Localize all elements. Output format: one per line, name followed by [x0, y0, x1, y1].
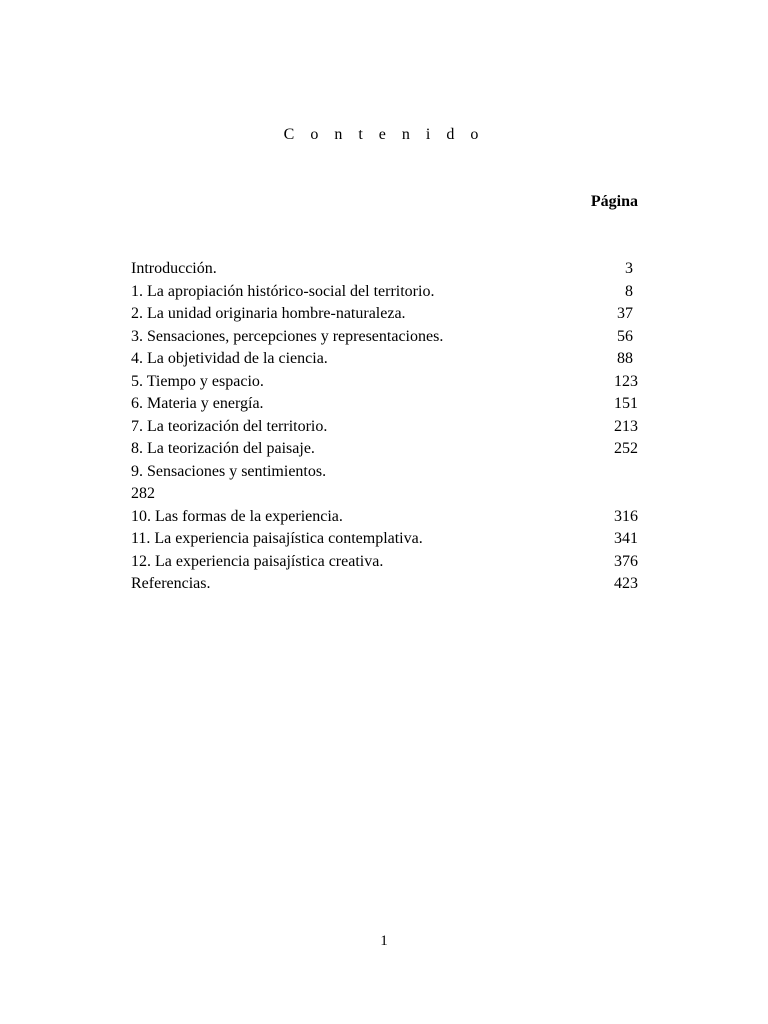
toc-entry-page: 376 [614, 552, 638, 570]
toc-entry-page: 316 [614, 507, 638, 525]
toc-entry-page: 213 [614, 417, 638, 435]
toc-entry-title: 2. La unidad originaria hombre-naturaleza. [131, 305, 406, 322]
toc-entry-title: Referencias. [131, 575, 211, 592]
toc-entry [131, 438, 637, 461]
toc-entry-title: 10. Las formas de la experiencia. [131, 507, 343, 525]
page-title: C o n t e n i d o [283, 126, 485, 143]
toc-entry-page: 282 [131, 485, 155, 502]
toc-entry [131, 573, 637, 596]
table-of-contents [131, 258, 637, 596]
toc-entry-page: 88 [617, 350, 633, 367]
toc-entry-page: 252 [614, 440, 638, 457]
toc-entry [131, 303, 637, 326]
toc-entry-title: 4. La objetividad de la ciencia. [131, 350, 328, 367]
toc-entry [131, 416, 637, 439]
toc-entry-page: 56 [617, 327, 633, 345]
toc-entry-title: 11. La experiencia paisajística contemplativa. [131, 530, 423, 547]
toc-entry-page: 341 [614, 530, 638, 547]
toc-entry-page: 423 [614, 575, 638, 592]
toc-entry-title: Introducción. [131, 260, 217, 277]
toc-entry-title: 8. La teorización del paisaje. [131, 440, 315, 457]
toc-entry [131, 371, 637, 394]
toc-entry-title: 12. La experiencia paisajística creativa. [131, 552, 384, 570]
toc-entry [131, 258, 637, 281]
toc-entry-page: 123 [614, 372, 638, 390]
toc-entry-title: 1. La apropiación histórico-social del territorio. [131, 282, 435, 300]
toc-entry-page: 37 [617, 305, 633, 322]
toc-entry-page: 151 [614, 395, 638, 412]
toc-entry [131, 348, 637, 371]
toc-entry [131, 551, 637, 574]
page-column-header: Página [590, 193, 638, 210]
toc-entry [131, 393, 637, 416]
toc-entry-title: 7. La teorización del territorio. [131, 417, 328, 435]
toc-entry-title: 3. Sensaciones, percepciones y representaciones. [131, 327, 444, 345]
toc-entry [131, 528, 637, 551]
toc-entry-page: 3 [625, 260, 633, 277]
toc-entry-title: 9. Sensaciones y sentimientos. [131, 462, 327, 480]
toc-entry [131, 281, 637, 304]
toc-entry-page: 8 [625, 282, 633, 300]
toc-entry-wrapped-page [131, 483, 637, 506]
toc-entry [131, 326, 637, 349]
toc-entry [131, 461, 637, 484]
toc-entry [131, 506, 637, 529]
toc-entry-title: 5. Tiempo y espacio. [131, 372, 264, 390]
toc-entry-title: 6. Materia y energía. [131, 395, 264, 412]
footer-page-number: 1 [380, 933, 388, 949]
